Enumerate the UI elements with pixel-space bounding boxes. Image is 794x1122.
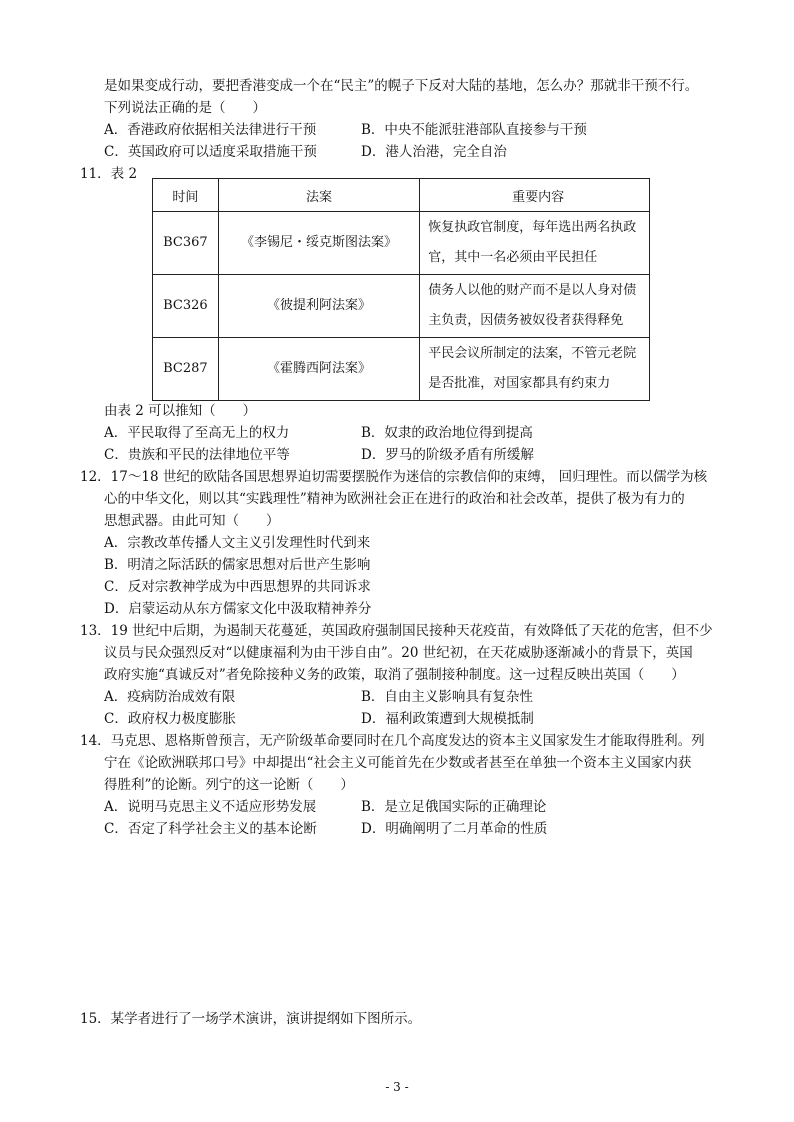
table-cell-time: BC326 (153, 275, 219, 338)
q10-option-c: C．英国政府可以适度采取措施干预 (104, 144, 317, 160)
table-cell-content-line: 官，其中一名必须由平民担任 (428, 250, 598, 265)
q11-option-b: B．奴隶的政治地位得到提高 (361, 425, 533, 441)
q13-option-d: D．福利政策遭到大规模抵制 (361, 711, 534, 727)
q14-option-b: B．是立足俄国实际的正确理论 (361, 799, 547, 815)
q12-option-b: B．明清之际活跃的儒家思想对后世产生影响 (104, 557, 371, 573)
q14-stem-line-2: 宁在《论欧洲联邦口号》中却提出“社会主义可能首先在少数或者甚至在单独一个资本主义国家内获 (104, 755, 692, 771)
q10-stem-line-1: 是如果变成行动，要把香港变成一个在“民主”的幌子下反对大陆的基地，怎么办？那就非干预不行。 (104, 78, 699, 94)
q11-after-table: 由表 2 可以推知（ ） (104, 403, 257, 419)
q13-option-b: B．自由主义影响具有复杂性 (361, 689, 533, 705)
table-cell-content-line: 是否批准，对国家都具有约束力 (428, 376, 611, 391)
q14-option-c: C．否定了科学社会主义的基本论断 (104, 821, 317, 837)
table-row (153, 212, 650, 275)
table-header-row (153, 179, 650, 212)
q11-stem: 11．表 2 (80, 166, 138, 182)
q14-stem-line-1: 14．马克思、恩格斯曾预言，无产阶级革命要同时在几个高度发达的资本主义国家发生才能取得胜利。列 (80, 733, 705, 749)
table-cell-time: BC367 (153, 212, 219, 275)
q12-stem-line-2: 心的中华文化，则以其“实践理性”精神为欧洲社会正在进行的政治和社会改革，提供了极为有力的 (104, 491, 685, 507)
q11-option-d: D．罗马的阶级矛盾有所缓解 (361, 447, 534, 463)
q13-option-c: C．政府权力极度膨胀 (104, 711, 236, 727)
table-cell-time: BC287 (153, 338, 219, 401)
q12-option-d: D．启蒙运动从东方儒家文化中汲取精神养分 (104, 601, 372, 617)
q11-option-c: C．贵族和平民的法律地位平等 (104, 447, 290, 463)
page-number: - 3 - (385, 1080, 409, 1094)
table-header-time: 时间 (153, 179, 219, 212)
table-2 (152, 178, 650, 401)
table-cell-content (420, 338, 650, 401)
table-cell-law: 《彼提利阿法案》 (218, 275, 420, 338)
q14-stem-line-3: 得胜利”的论断。列宁的这一论断（ ） (104, 777, 354, 793)
table-cell-content-line: 恢复执政官制度，每年选出两名执政 (428, 220, 637, 235)
table-cell-content-line: 债务人以他的财产而不是以人身对债 (428, 283, 637, 298)
q13-stem-line-3: 政府实施“真诚反对”者免除接种义务的政策，取消了强制接种制度。这一过程反映出英国（ ） (104, 667, 685, 683)
q10-option-a: A．香港政府依据相关法律进行干预 (104, 122, 317, 138)
table-cell-content (420, 212, 650, 275)
q15-stem: 15．某学者进行了一场学术演讲，演讲提纲如下图所示。 (80, 1011, 422, 1027)
q13-stem-line-1: 13．19 世纪中后期，为遏制天花蔓延，英国政府强制国民接种天花疫苗，有效降低了天花的危害，但不少 (80, 623, 713, 639)
q12-option-a: A．宗教改革传播人文主义引发理性时代到来 (104, 535, 371, 551)
q12-option-c: C．反对宗教神学成为中西思想界的共同诉求 (104, 579, 371, 595)
q14-option-d: D．明确阐明了二月革命的性质 (361, 821, 548, 837)
q10-stem-line-2: 下列说法正确的是（ ） (104, 100, 266, 116)
q10-option-d: D．港人治港，完全自治 (361, 144, 507, 160)
table-cell-content (420, 275, 650, 338)
q12-stem-line-1: 12．17～18 世纪的欧陆各国思想界迫切需要摆脱作为迷信的宗教信仰的束缚， 回归理性。而以儒学为核 (80, 469, 708, 485)
table-header-law: 法案 (218, 179, 420, 212)
q13-option-a: A．疫病防治成效有限 (104, 689, 236, 705)
table-row (153, 338, 650, 401)
q10-option-b: B．中央不能派驻港部队直接参与干预 (361, 122, 587, 138)
table-cell-content-line: 主负责，因债务被奴役者获得释免 (428, 313, 624, 328)
table-cell-law: 《李锡尼・绥克斯图法案》 (218, 212, 420, 275)
q13-stem-line-2: 议员与民众强烈反对“以健康福利为由干涉自由”。20 世纪初，在天花威胁逐渐减小的背景下，英国 (104, 645, 693, 661)
table-cell-law: 《霍腾西阿法案》 (218, 338, 420, 401)
q14-option-a: A．说明马克思主义不适应形势发展 (104, 799, 317, 815)
table-cell-content-line: 平民会议所制定的法案，不管元老院 (428, 346, 637, 361)
table-row (153, 275, 650, 338)
q12-stem-line-3: 思想武器。由此可知（ ） (104, 513, 280, 529)
table-header-content: 重要内容 (420, 179, 650, 212)
q11-option-a: A．平民取得了至高无上的权力 (104, 425, 290, 441)
